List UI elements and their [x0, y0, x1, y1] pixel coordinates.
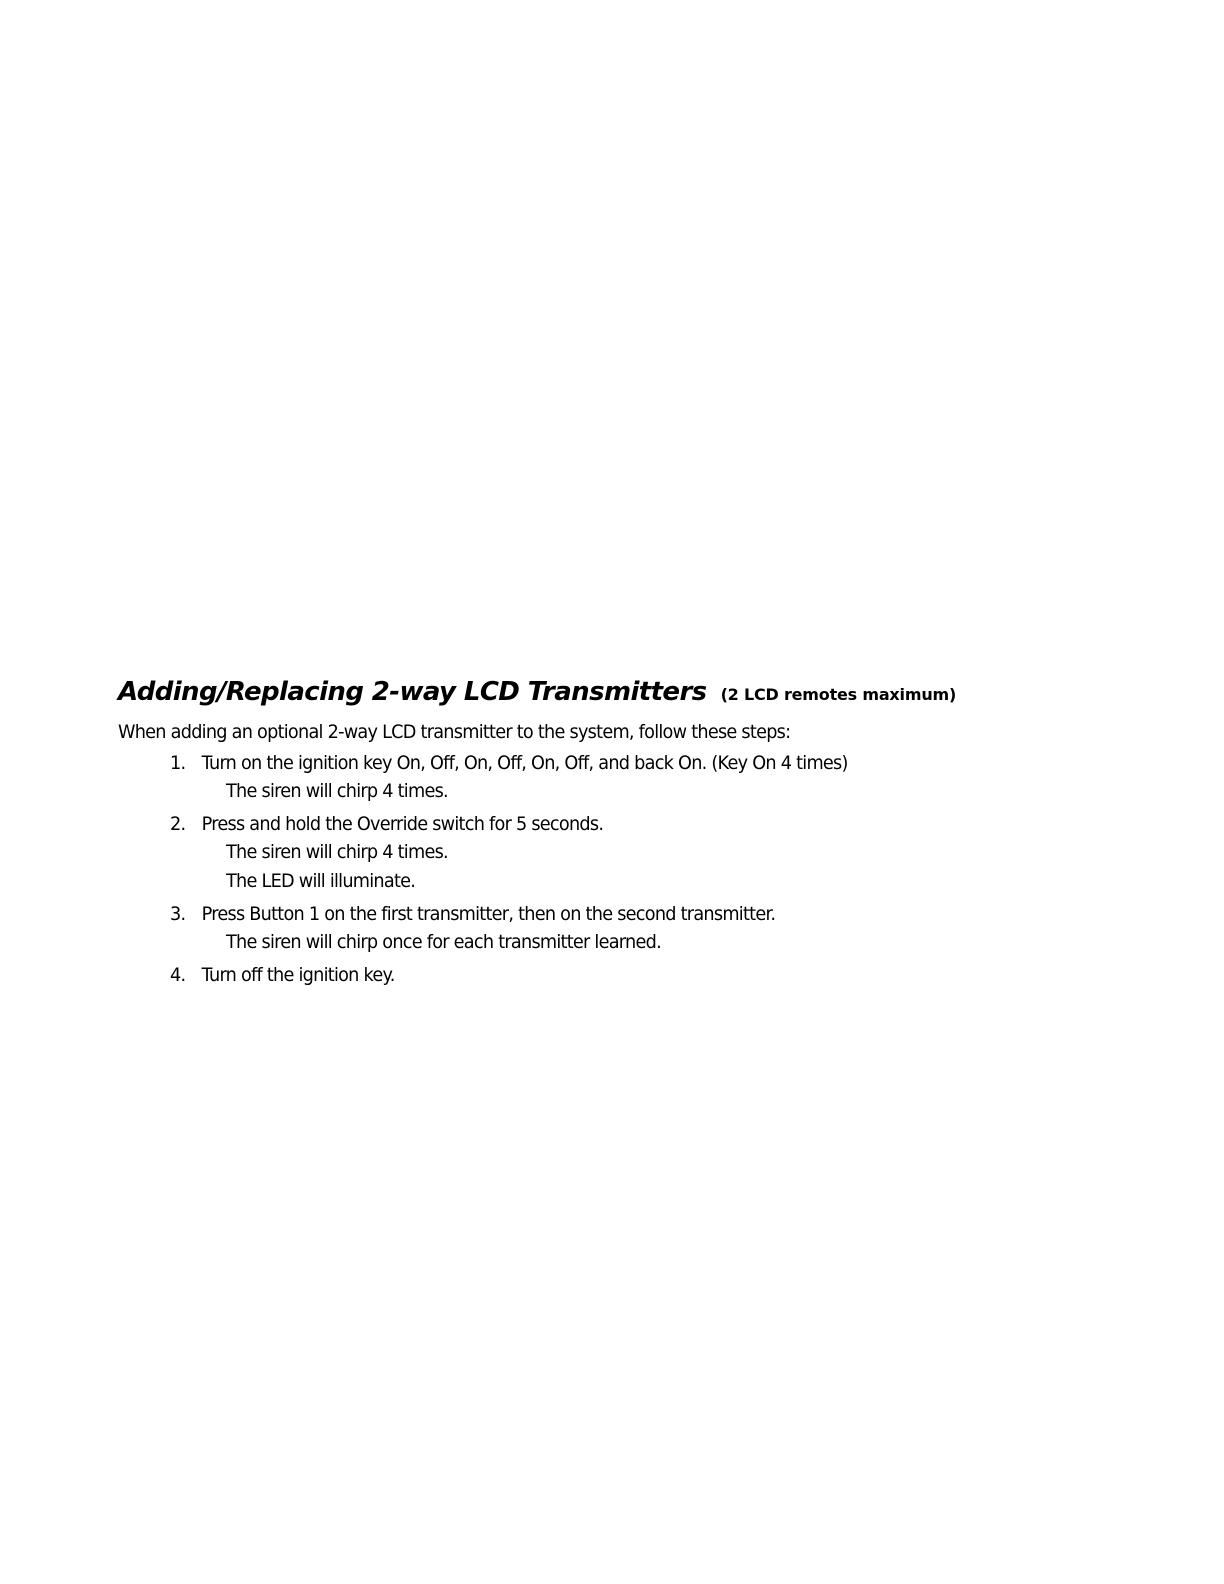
step-instruction [170, 749, 1052, 777]
step-number: 2. [170, 813, 186, 835]
step-number: 3. [170, 903, 186, 925]
step-text: Turn off the ignition key. [201, 964, 395, 986]
step-instruction [170, 810, 1052, 838]
step-result: The LED will illuminate. [226, 870, 416, 892]
step-number: 1. [170, 752, 186, 774]
step-number: 4. [170, 964, 186, 986]
section-note: (2 LCD remotes maximum) [720, 685, 957, 704]
section-intro: When adding an optional 2-way LCD transmitter to the system, follow these steps: [118, 721, 791, 743]
step-text: Press Button 1 on the first transmitter, then on the second transmitter. [201, 903, 776, 925]
transmitter-section [118, 672, 1118, 993]
step-instruction [170, 961, 1052, 989]
step-instruction [170, 900, 1052, 928]
step-text: Press and hold the Override switch for 5 seconds. [201, 813, 604, 835]
section-title: Adding/Replacing 2-way LCD Transmitters [118, 677, 707, 707]
step-2 [170, 810, 1118, 896]
step-result: The siren will chirp once for each transmitter learned. [226, 931, 661, 953]
step-result: The siren will chirp 4 times. [226, 780, 448, 802]
step-1 [170, 749, 1118, 806]
steps-list [118, 749, 1118, 989]
step-result: The siren will chirp 4 times. [226, 841, 448, 863]
step-text: Turn on the ignition key On, Off, On, Off, On, Off, and back On. (Key On 4 times) [201, 752, 848, 774]
step-3 [170, 900, 1118, 957]
section-heading [118, 672, 1118, 715]
step-4 [170, 961, 1118, 989]
